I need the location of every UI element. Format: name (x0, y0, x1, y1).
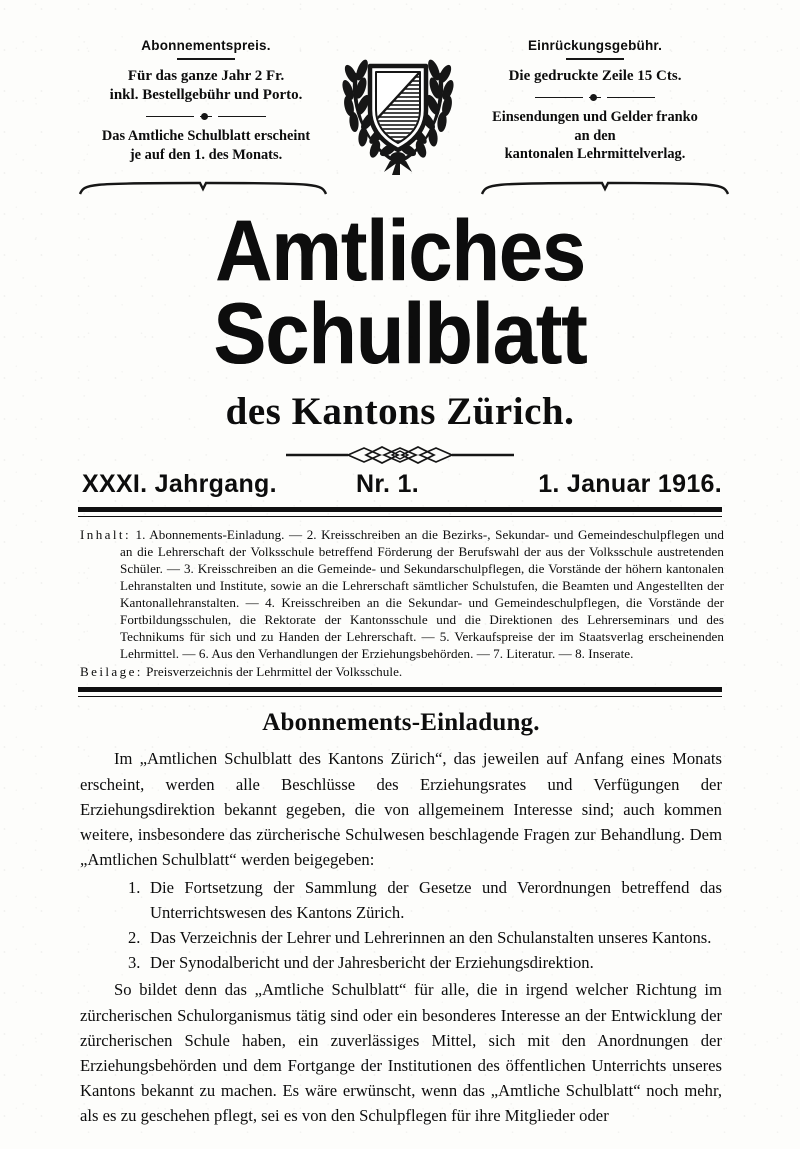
bracket-rule-right (480, 180, 730, 196)
contents-body: 1. Abonnements-Einladung. — 2. Kreisschreiben an die Bezirks-, Sekundar- und Gemeindeschulpflegen und an die Lehrerschaft der Volksschule betreffend Förderung der Berufswahl der aus der Volksschule austretenden Schüler. — 3. Kreisschreiben an die Gemeinde- und Sekundarschulpflegen, die Vorstände der höhern kantonalen Lehranstalten und Institute, sowie an die Lehrerschaft sämtlicher Schulstufen, die Beamten und Angestellten der Kantonallehranstalten. — 4. Kreisschreiben an die Sekundar- und Gemeindeschulpflegen, die Vorstände der Fortbildungsschulen, die Rektorate der Kantonsschule und die Direktionen des Lehrerseminars und des Technikums für sich und zu Handen der Lehrerschaft. — 5. Verkaufspreise der im Staatsverlag erscheinenden Lehrmittel. — 6. Aus den Verhandlungen der Erziehungsbehörden. — 7. Literatur. — 8. Inserate. (120, 527, 724, 662)
supplement-label: Beilage: (80, 664, 143, 680)
contents-list (80, 526, 724, 662)
article-title: Abonnements-Einladung. (262, 709, 540, 737)
publication-note-line-2: je auf den 1. des Monats. (129, 146, 283, 163)
rule-above-contents (78, 507, 722, 517)
publication-note-line-1: Das Amtliche Schulblatt erscheint (101, 128, 311, 145)
bracket-rule-left (78, 180, 328, 196)
title-block (0, 203, 800, 466)
subscription-heading: Abonnementspreis. (141, 38, 271, 53)
masthead-advertising-panel (462, 38, 728, 164)
divider-rule (177, 58, 235, 60)
advertising-heading: Einrückungsgebühr. (527, 38, 663, 53)
contents-block (80, 526, 724, 680)
contents-label: Inhalt: (80, 527, 131, 543)
masthead-bracket-rules (0, 180, 800, 196)
divider-rule (566, 58, 624, 60)
volume-label: XXXI. Jahrgang. (82, 470, 277, 499)
issue-number: Nr. 1. (356, 470, 419, 499)
masthead-subscription-panel (78, 38, 334, 164)
subscription-price-line-2: inkl. Bestellgebühr und Porto. (109, 87, 303, 104)
page-title: Amtliches Schulblatt (213, 203, 587, 382)
article-paragraph-2: So bildet denn das „Amtliche Schulblatt“ für alle, die in irgend welcher Richtung im zürcherischen Schulorganismus tätig sind oder ein besonderes Interesse an der Entwicklung der zürcherischen Schule haben, ein zuverlässiges Mittel, sich mit den Anordnungen der Erziehungsbehörden und dem Fortgange der Institutionen des öffentlichen Unterrichts unseres Kantons bekannt zu machen. Es wäre erwünscht, wenn das „Amtliche Schulblatt“ noch mehr, als es zu geschehen pflegt, sei es von den Schulpflegen für ihre Mitglieder oder (80, 980, 722, 1126)
remittance-line-3: kantonalen Lehrmittelverlag. (504, 146, 686, 163)
supplement-line (80, 663, 724, 680)
rule-below-contents (78, 687, 722, 697)
article-body (80, 709, 722, 1128)
dotted-divider (535, 92, 655, 102)
list-item: Der Synodalbericht und der Jahresbericht der Erziehungsdirektion. (150, 953, 594, 973)
page-subtitle: des Kantons Zürich. (225, 390, 575, 434)
masthead (0, 0, 800, 176)
article-paragraph-1: Im „Amtlichen Schulblatt des Kantons Zürich“, das jeweilen auf Anfang eines Monats erscheint, werden alle Beschlüsse des Erziehungsrates und Verfügungen der Erziehungsdirektion bekannt gegeben, die von allgemeinem Interesse sind; auch kommen weitere, insbesondere das zürcherische Schulwesen beschlagende Fragen zur Behandlung. Dem „Amtlichen Schulblatt“ werden beigegeben: (80, 749, 722, 870)
dotted-divider (146, 111, 266, 121)
remittance-line-2: an den (574, 127, 616, 144)
advertising-rate-line: Die gedruckte Zeile 15 Cts. (508, 68, 682, 84)
supplement-body: Preisverzeichnis der Lehrmittel der Volksschule. (142, 664, 403, 680)
article-enumerated-list (80, 875, 722, 976)
list-item: Die Fortsetzung der Sammlung der Gesetze und Verordnungen betreffend das Unterrichtswesen des Kantons Zürich. (150, 877, 722, 922)
zurich-coat-of-arms-icon (334, 44, 462, 176)
subscription-price-line-1: Für das ganze Jahr 2 Fr. (127, 68, 285, 84)
issue-date: 1. Januar 1916. (538, 470, 722, 499)
issue-line (0, 470, 800, 499)
typographic-ornament (280, 444, 520, 466)
remittance-line-1: Einsendungen und Gelder franko (492, 109, 698, 126)
list-item: Das Verzeichnis der Lehrer und Lehrerinnen an den Schulanstalten unseres Kantons. (150, 927, 712, 947)
